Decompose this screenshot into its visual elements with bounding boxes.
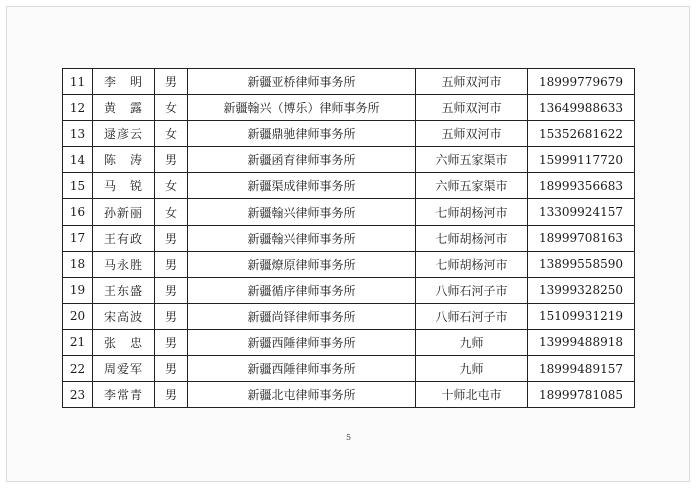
cell-gender: 男 [155, 303, 188, 329]
table-row [63, 121, 635, 147]
cell-name: 马 锐 [93, 173, 155, 199]
cell-division: 八师石河子市 [416, 303, 528, 329]
cell-number: 12 [63, 95, 93, 121]
cell-gender: 女 [155, 199, 188, 225]
cell-name: 张 忠 [93, 329, 155, 355]
cell-division: 五师双河市 [416, 69, 528, 95]
cell-phone: 13999488918 [528, 329, 635, 355]
cell-name: 逯彦云 [93, 121, 155, 147]
table-row [63, 173, 635, 199]
table-row [63, 277, 635, 303]
cell-phone: 13309924157 [528, 199, 635, 225]
cell-law-firm: 新疆燎原律师事务所 [188, 251, 416, 277]
cell-name: 陈 涛 [93, 147, 155, 173]
cell-division: 九师 [416, 329, 528, 355]
roster-body [63, 69, 635, 408]
cell-name: 马永胜 [93, 251, 155, 277]
cell-phone: 15109931219 [528, 303, 635, 329]
cell-law-firm: 新疆翰兴（博乐）律师事务所 [188, 95, 416, 121]
cell-phone: 18999781085 [528, 382, 635, 408]
cell-law-firm: 新疆西陲律师事务所 [188, 356, 416, 382]
cell-division: 九师 [416, 356, 528, 382]
cell-gender: 男 [155, 251, 188, 277]
cell-name: 黄 露 [93, 95, 155, 121]
cell-number: 16 [63, 199, 93, 225]
cell-phone: 15352681622 [528, 121, 635, 147]
cell-number: 20 [63, 303, 93, 329]
cell-division: 十师北屯市 [416, 382, 528, 408]
table-row [63, 199, 635, 225]
cell-name: 王东盛 [93, 277, 155, 303]
cell-division: 七师胡杨河市 [416, 225, 528, 251]
cell-phone: 13999328250 [528, 277, 635, 303]
page-number: 5 [345, 433, 352, 442]
cell-number: 15 [63, 173, 93, 199]
table-row [63, 225, 635, 251]
cell-name: 孙新丽 [93, 199, 155, 225]
cell-law-firm: 新疆北屯律师事务所 [188, 382, 416, 408]
cell-number: 18 [63, 251, 93, 277]
cell-gender: 男 [155, 277, 188, 303]
cell-law-firm: 新疆亚桥律师事务所 [188, 69, 416, 95]
cell-gender: 男 [155, 356, 188, 382]
cell-division: 六师五家渠市 [416, 173, 528, 199]
cell-number: 19 [63, 277, 93, 303]
cell-phone: 18999356683 [528, 173, 635, 199]
table-row [63, 69, 635, 95]
cell-division: 七师胡杨河市 [416, 199, 528, 225]
cell-gender: 男 [155, 147, 188, 173]
table-row [63, 356, 635, 382]
table-row [63, 147, 635, 173]
cell-law-firm: 新疆尚铎律师事务所 [188, 303, 416, 329]
cell-name: 李常青 [93, 382, 155, 408]
cell-division: 五师双河市 [416, 95, 528, 121]
table-row [63, 303, 635, 329]
cell-law-firm: 新疆西陲律师事务所 [188, 329, 416, 355]
cell-law-firm: 新疆翰兴律师事务所 [188, 199, 416, 225]
cell-division: 八师石河子市 [416, 277, 528, 303]
cell-name: 李 明 [93, 69, 155, 95]
cell-number: 23 [63, 382, 93, 408]
lawyer-roster-table [62, 68, 635, 408]
table-row [63, 382, 635, 408]
cell-law-firm: 新疆函育律师事务所 [188, 147, 416, 173]
cell-number: 14 [63, 147, 93, 173]
cell-law-firm: 新疆循序律师事务所 [188, 277, 416, 303]
table-row [63, 329, 635, 355]
cell-gender: 男 [155, 225, 188, 251]
cell-gender: 女 [155, 173, 188, 199]
table-row [63, 95, 635, 121]
cell-number: 11 [63, 69, 93, 95]
cell-phone: 13649988633 [528, 95, 635, 121]
cell-name: 王有政 [93, 225, 155, 251]
cell-name: 周爱军 [93, 356, 155, 382]
cell-number: 17 [63, 225, 93, 251]
cell-division: 七师胡杨河市 [416, 251, 528, 277]
cell-law-firm: 新疆渠成律师事务所 [188, 173, 416, 199]
cell-phone: 15999117720 [528, 147, 635, 173]
cell-phone: 13899558590 [528, 251, 635, 277]
cell-law-firm: 新疆翰兴律师事务所 [188, 225, 416, 251]
cell-division: 五师双河市 [416, 121, 528, 147]
cell-division: 六师五家渠市 [416, 147, 528, 173]
cell-name: 宋高波 [93, 303, 155, 329]
cell-gender: 女 [155, 95, 188, 121]
cell-gender: 女 [155, 121, 188, 147]
table-row [63, 251, 635, 277]
cell-number: 21 [63, 329, 93, 355]
cell-phone: 18999489157 [528, 356, 635, 382]
cell-gender: 男 [155, 382, 188, 408]
cell-gender: 男 [155, 69, 188, 95]
cell-number: 13 [63, 121, 93, 147]
cell-phone: 18999708163 [528, 225, 635, 251]
cell-gender: 男 [155, 329, 188, 355]
cell-phone: 18999779679 [528, 69, 635, 95]
cell-number: 22 [63, 356, 93, 382]
cell-law-firm: 新疆鼎驰律师事务所 [188, 121, 416, 147]
